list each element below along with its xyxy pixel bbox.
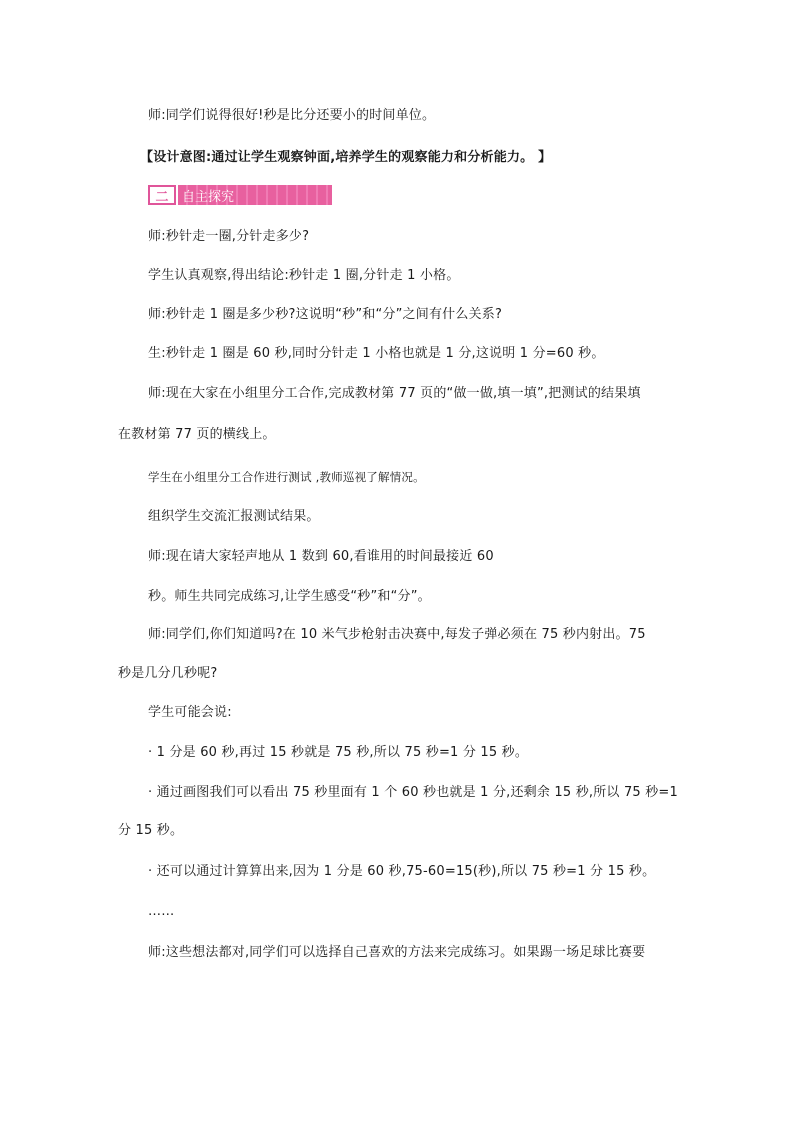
ellipsis: …… [148, 904, 175, 919]
paragraph-13: 师:这些想法都对,同学们可以选择自己喜欢的方法来完成练习。如果踢一场足球比赛要 [148, 945, 646, 960]
paragraph-4: 学生认真观察,得出结论:秒针走 1 圈,分针走 1 小格。 [148, 268, 460, 283]
bullet-1: · 1 分是 60 秒,再过 15 秒就是 75 秒,所以 75 秒=1 分 15 秒。 [148, 745, 529, 760]
paragraph-6: 生:秒针走 1 圈是 60 秒,同时分针走 1 小格也就是 1 分,这说明 1 分=60 秒。 [148, 346, 605, 361]
section-number: 二 [148, 185, 176, 205]
paragraph-11: 师:同学们,你们知道吗?在 10 米气步枪射击决赛中,每发子弹必须在 75 秒内射出。75 [148, 627, 646, 642]
design-intent-note: 【设计意图:通过让学生观察钟面,培养学生的观察能力和分析能力。 】 [140, 150, 552, 165]
paragraph-8: 学生在小组里分工合作进行测试 ,教师巡视了解情况。 [148, 470, 425, 484]
paragraph-9: 组织学生交流汇报测试结果。 [148, 509, 320, 524]
section-title: 自主探究 [178, 185, 332, 205]
paragraph-12: 学生可能会说: [148, 705, 232, 720]
bullet-2: · 通过画图我们可以看出 75 秒里面有 1 个 60 秒也就是 1 分,还剩余 15 秒,所以 75 秒=1 [148, 785, 678, 800]
paragraph-7-cont: 在教材第 77 页的横线上。 [118, 427, 276, 442]
paragraph-10-cont: 秒。师生共同完成练习,让学生感受“秒”和“分”。 [148, 589, 431, 604]
paragraph-5: 师:秒针走 1 圈是多少秒?这说明“秒”和“分”之间有什么关系? [148, 307, 503, 322]
paragraph-1: 师:同学们说得很好!秒是比分还要小的时间单位。 [148, 108, 436, 123]
paragraph-10: 师:现在请大家轻声地从 1 数到 60,看谁用的时间最接近 60 [148, 549, 494, 564]
bullet-2-cont: 分 15 秒。 [118, 823, 184, 838]
section-banner [148, 185, 332, 205]
paragraph-11-cont: 秒是几分几秒呢? [118, 666, 218, 681]
paragraph-3: 师:秒针走一圈,分针走多少? [148, 229, 310, 244]
paragraph-7: 师:现在大家在小组里分工合作,完成教材第 77 页的“做一做,填一填”,把测试的结果填 [148, 386, 641, 401]
bullet-3: · 还可以通过计算算出来,因为 1 分是 60 秒,75-60=15(秒),所以 75 秒=1 分 15 秒。 [148, 864, 656, 879]
